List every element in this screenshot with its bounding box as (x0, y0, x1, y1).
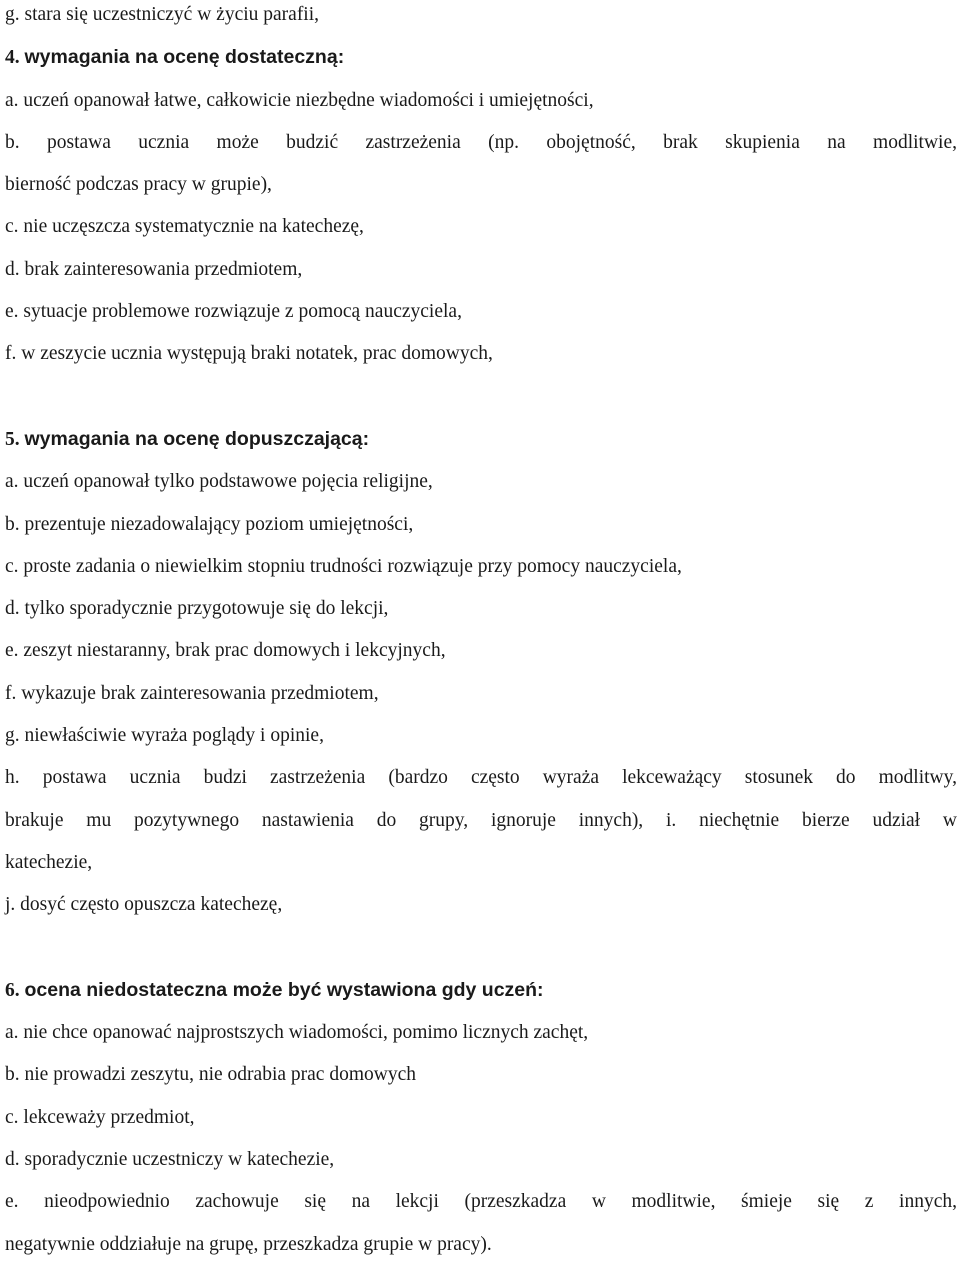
list-item-line: c. proste zadania o niewielkim stopniu trudności rozwiązuje przy pomocy nauczyciela, (5, 555, 682, 577)
list-item-line: c. lekceważy przedmiot, (5, 1106, 195, 1128)
list-item-line: bierność podczas pracy w grupie), (5, 174, 272, 196)
list-item-line: g. stara się uczestniczyć w życiu parafii, (5, 4, 320, 25)
section-heading (5, 969, 957, 1012)
list-item-line: b. postawa ucznia może budzić zastrzeżenia (np. obojętność, brak skupienia na modlitwie, (5, 131, 957, 153)
section-number: 6. (5, 979, 20, 1001)
list-item-line: b. prezentuje niezadowalający poziom umiejętności, (5, 513, 414, 535)
list-item-line: d. brak zainteresowania przedmiotem, (5, 258, 303, 280)
list-item-line: negatywnie oddziałuje na grupę, przeszkadza grupie w pracy). (5, 1233, 492, 1255)
section-number: 4. (5, 47, 20, 69)
list-item-line: a. uczeń opanował łatwe, całkowicie niezbędne wiadomości i umiejętności, (5, 89, 594, 111)
section-title: ocena niedostateczna może być wystawiona gdy uczeń: (24, 978, 544, 1001)
section-heading (5, 418, 957, 461)
list-item-line: c. nie uczęszcza systematycznie na katechezę, (5, 216, 364, 238)
section-title: wymagania na ocenę dopuszczającą: (24, 427, 370, 450)
list-item-line: a. nie chce opanować najprostszych wiadomości, pomimo licznych zachęt, (5, 1022, 589, 1044)
list-item-line: katechezie, (5, 851, 93, 873)
list-item-line: f. wykazuje brak zainteresowania przedmiotem, (5, 682, 379, 704)
list-item-line: f. w zeszycie ucznia występują braki notatek, prac domowych, (5, 343, 493, 365)
list-item-line: b. nie prowadzi zeszytu, nie odrabia prac domowych (5, 1064, 416, 1086)
list-item-line: e. zeszyt niestaranny, brak prac domowych i lekcyjnych, (5, 640, 446, 662)
list-item-line: j. dosyć często opuszcza katechezę, (5, 894, 283, 916)
section-spacer (5, 927, 957, 969)
section-number: 5. (5, 428, 20, 450)
list-item-line: e. nieodpowiednio zachowuje się na lekcji (przeszkadza w modlitwie, śmieje się z innych, (5, 1191, 957, 1213)
list-item-line: d. tylko sporadycznie przygotowuje się do lekcji, (5, 598, 389, 620)
list-item-line: g. niewłaściwie wyraża poglądy i opinie, (5, 725, 324, 747)
document-page (5, 0, 957, 1266)
section-heading (5, 36, 957, 79)
list-item-line: d. sporadycznie uczestniczy w katechezie, (5, 1149, 335, 1171)
section-title: wymagania na ocenę dostateczną: (24, 46, 345, 69)
list-item-line: brakuje mu pozytywnego nastawienia do grupy, ignoruje innych), i. niechętnie bierze udział w (5, 809, 957, 831)
list-item-line: e. sytuacje problemowe rozwiązuje z pomocą nauczyciela, (5, 301, 462, 323)
list-item-line: a. uczeń opanował tylko podstawowe pojęcia religijne, (5, 471, 433, 493)
section-spacer (5, 376, 957, 418)
list-item-line: h. postawa ucznia budzi zastrzeżenia (bardzo często wyraża lekceważący stosunek do modlitwy, (5, 767, 957, 789)
